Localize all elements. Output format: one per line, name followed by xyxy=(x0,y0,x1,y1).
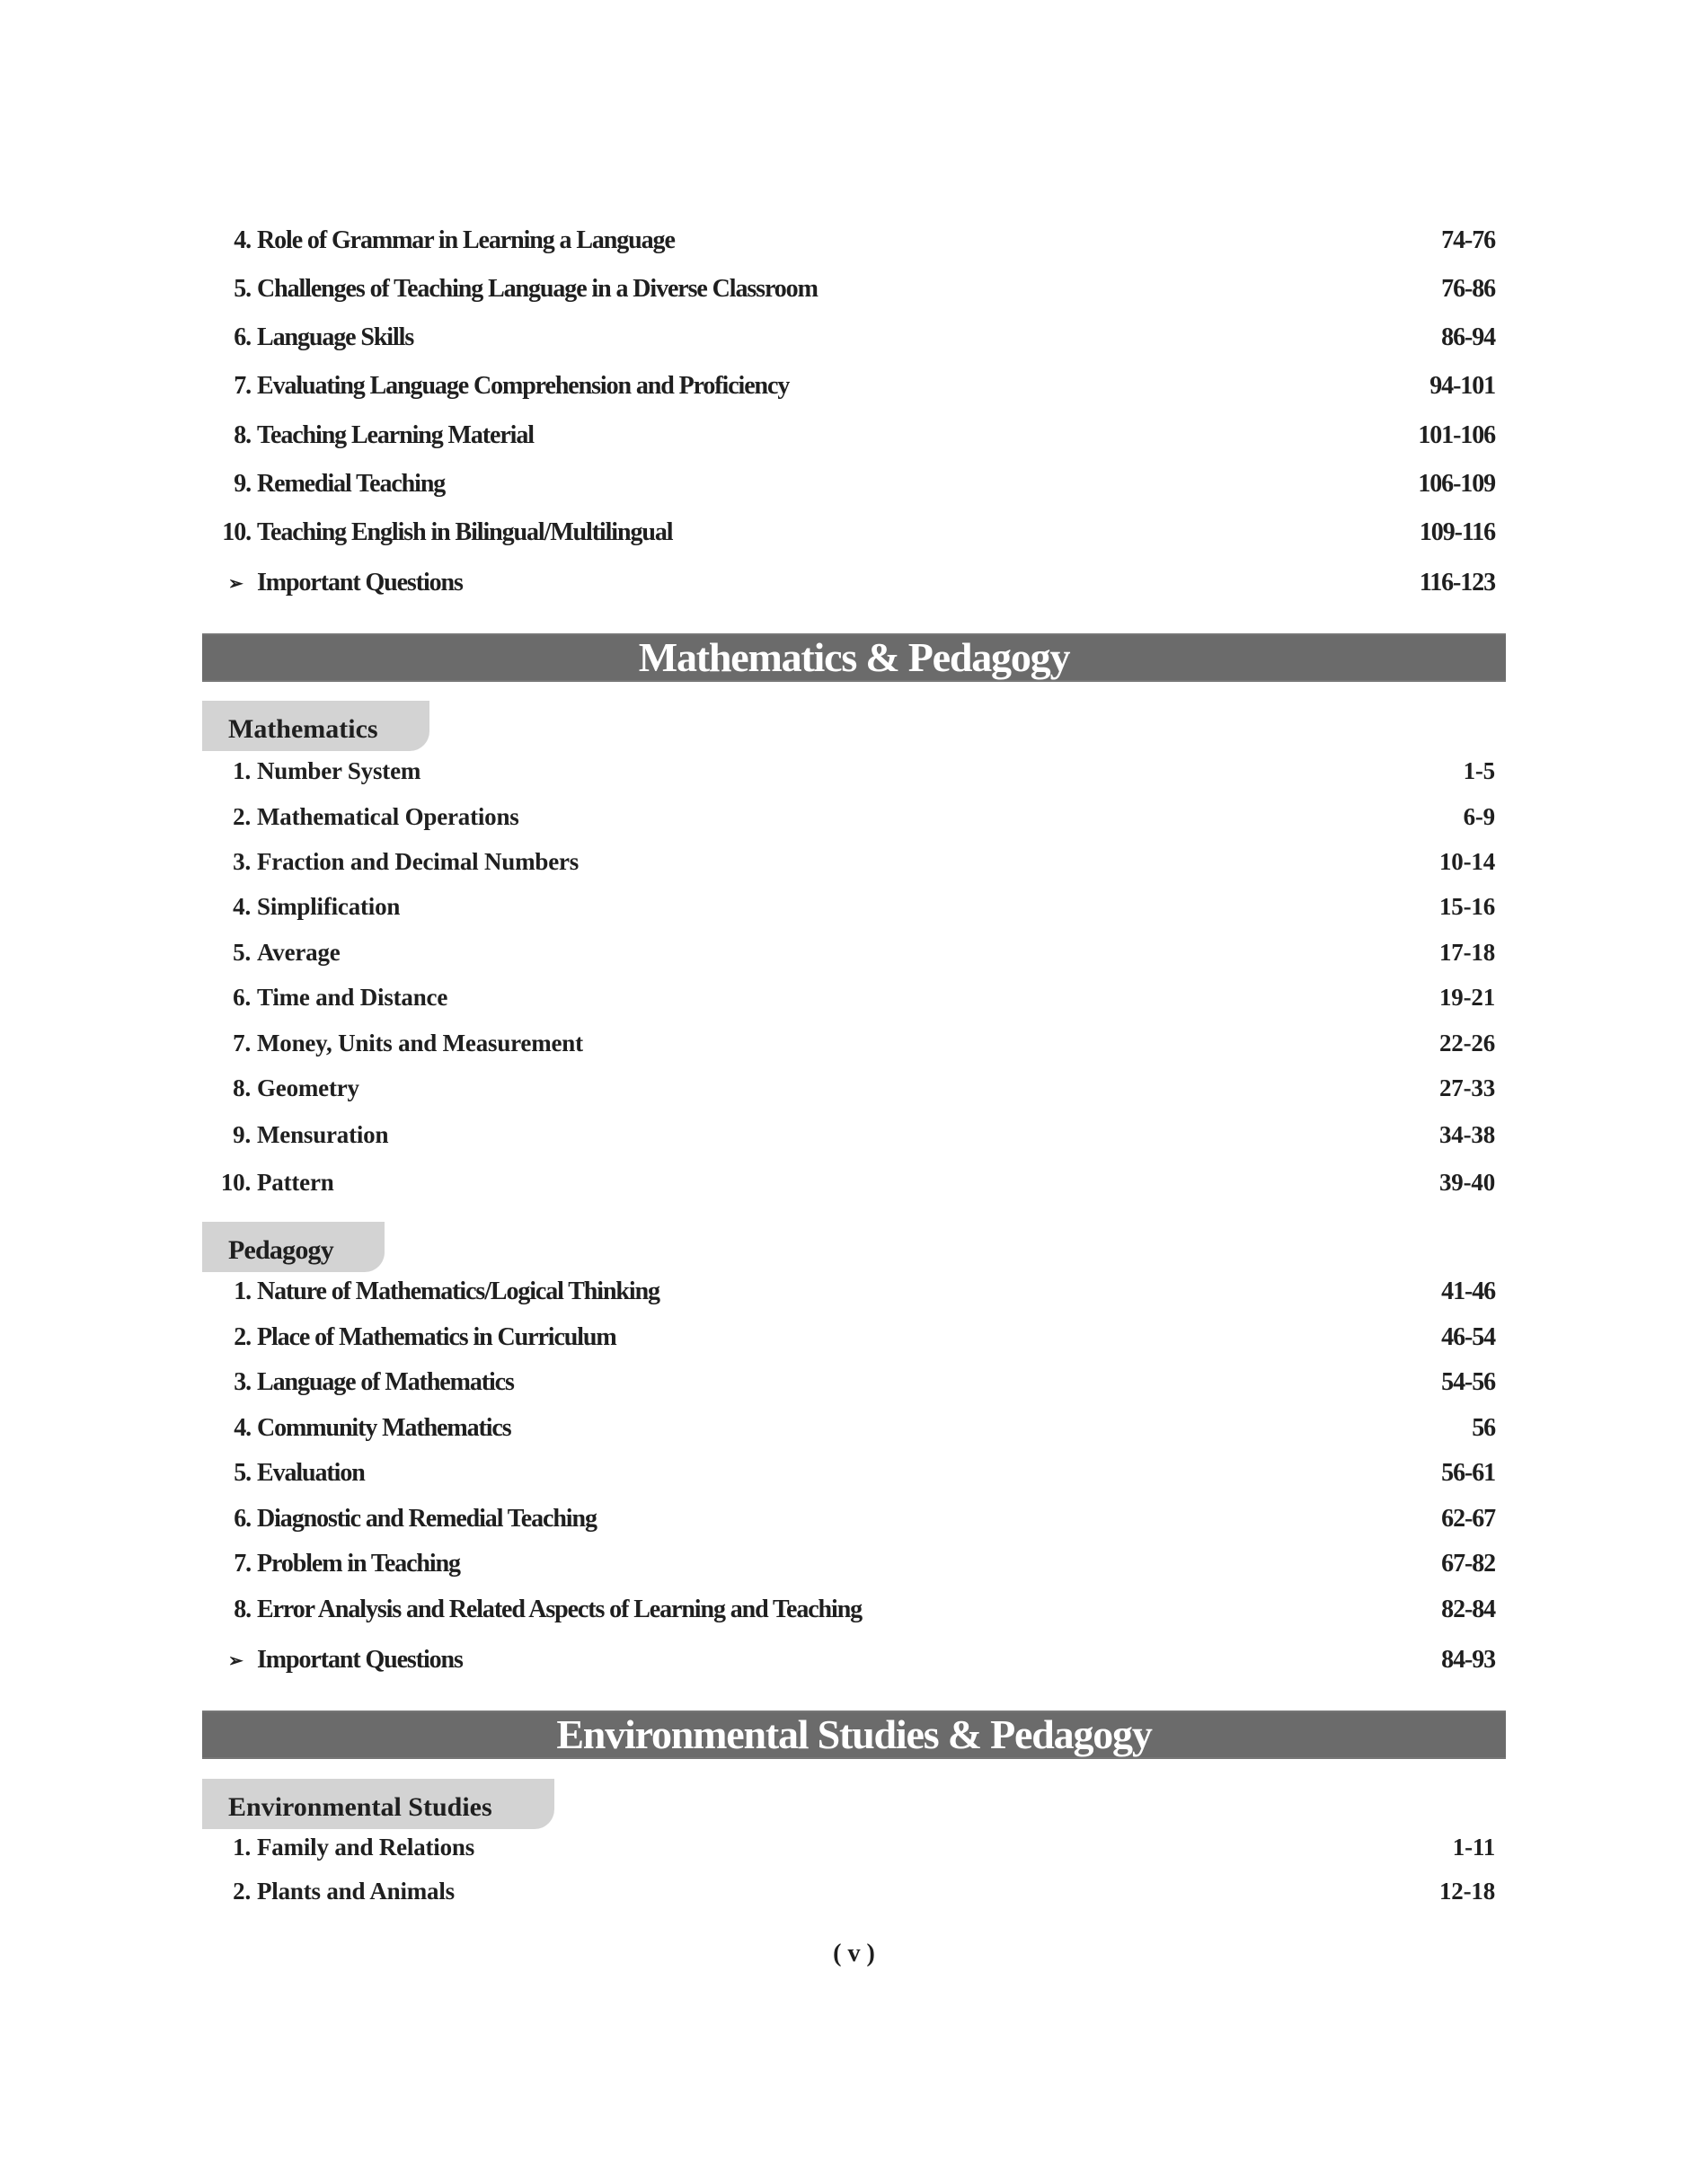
toc-entry[interactable] xyxy=(202,1369,1496,1396)
toc-entry[interactable] xyxy=(202,1415,1496,1442)
entry-title: Time and Distance xyxy=(257,984,448,1011)
entry-pages: 34-38 xyxy=(1439,1121,1495,1148)
entry-index: 10. xyxy=(222,518,251,546)
entry-title: Place of Mathematics in Curriculum xyxy=(257,1323,616,1351)
entry-title: Mensuration xyxy=(257,1121,389,1148)
entry-pages: 94-101 xyxy=(1429,372,1495,400)
subsection-label: Environmental Studies xyxy=(228,1792,492,1822)
toc-entry[interactable] xyxy=(202,324,1496,351)
toc-entry[interactable] xyxy=(202,1834,1496,1861)
entry-index: 3. xyxy=(233,848,251,875)
entry-title: Problem in Teaching xyxy=(257,1550,460,1578)
entry-pages: 19-21 xyxy=(1439,984,1495,1011)
toc-entry[interactable] xyxy=(202,984,1496,1011)
toc-entry[interactable] xyxy=(202,893,1496,920)
important-questions-entry[interactable] xyxy=(202,570,1496,597)
toc-entry[interactable] xyxy=(202,939,1496,966)
entry-title: Evaluation xyxy=(257,1459,365,1487)
toc-entry[interactable] xyxy=(202,422,1496,449)
entry-title: Number System xyxy=(257,757,421,784)
entry-title: Nature of Mathematics/Logical Thinking xyxy=(257,1277,659,1305)
entry-index: 3. xyxy=(234,1368,251,1396)
entry-index: 2. xyxy=(233,1878,251,1905)
entry-title: Fraction and Decimal Numbers xyxy=(257,848,580,875)
entry-index: 6. xyxy=(234,1505,251,1533)
toc-entry[interactable] xyxy=(202,1121,1496,1148)
entry-title: Important Questions xyxy=(257,569,463,597)
entry-index: 1. xyxy=(233,757,251,784)
entry-title: Role of Grammar in Learning a Language xyxy=(257,226,675,254)
section-heading: Environmental Studies & Pedagogy xyxy=(556,1711,1152,1757)
entry-title: Money, Units and Measurement xyxy=(257,1030,583,1056)
toc-entry[interactable] xyxy=(202,276,1496,303)
toc-entry[interactable] xyxy=(202,1878,1496,1905)
entry-pages: 106-109 xyxy=(1418,470,1495,498)
entry-pages: 6-9 xyxy=(1463,803,1495,830)
toc-entry[interactable] xyxy=(202,1169,1496,1196)
entry-title: Challenges of Teaching Language in a Diverse Classroom xyxy=(257,275,818,303)
entry-index: 1. xyxy=(234,1277,251,1305)
toc-entry[interactable] xyxy=(202,1506,1496,1533)
entry-title: Plants and Animals xyxy=(257,1878,455,1905)
subsection-tab xyxy=(202,1222,385,1272)
toc-entry[interactable] xyxy=(202,1074,1496,1101)
section-heading: Mathematics & Pedagogy xyxy=(638,634,1070,680)
entry-pages: 109-116 xyxy=(1419,518,1495,546)
entry-index: 9. xyxy=(233,1121,251,1148)
entry-index: 5. xyxy=(234,1459,251,1487)
page-number: ( v ) xyxy=(833,1940,875,1967)
entry-title: Simplification xyxy=(257,893,401,920)
entry-title: Pattern xyxy=(257,1169,334,1196)
entry-index: 2. xyxy=(233,803,251,830)
arrowhead-bullet-icon: ➢ xyxy=(228,1651,243,1671)
entry-index: 4. xyxy=(234,1414,251,1442)
entry-pages: 101-106 xyxy=(1418,421,1495,449)
entry-pages: 56 xyxy=(1472,1414,1495,1442)
entry-title: Mathematical Operations xyxy=(257,803,519,830)
entry-pages: 1-5 xyxy=(1463,757,1495,784)
entry-pages: 17-18 xyxy=(1439,939,1495,966)
entry-index: 8. xyxy=(234,421,251,449)
toc-entry[interactable] xyxy=(202,803,1496,830)
entry-pages: 10-14 xyxy=(1439,848,1495,875)
entry-index: 5. xyxy=(234,275,251,303)
entry-pages: 54-56 xyxy=(1441,1368,1495,1396)
entry-title: Family and Relations xyxy=(257,1834,475,1861)
entry-pages: 86-94 xyxy=(1441,323,1495,351)
entry-title: Error Analysis and Related Aspects of Learning and Teaching xyxy=(257,1596,863,1623)
toc-entry[interactable] xyxy=(202,1278,1496,1305)
toc-entry[interactable] xyxy=(202,1460,1496,1487)
entry-title: Evaluating Language Comprehension and Proficiency xyxy=(257,372,790,400)
entry-index: 7. xyxy=(234,372,251,400)
entry-title: Remedial Teaching xyxy=(257,470,446,498)
toc-entry[interactable] xyxy=(202,1596,1496,1623)
entry-pages: 56-61 xyxy=(1441,1459,1495,1487)
entry-pages: 1-11 xyxy=(1452,1834,1495,1861)
entry-pages: 76-86 xyxy=(1441,275,1495,303)
important-questions-entry[interactable] xyxy=(202,1647,1496,1674)
subsection-tab xyxy=(202,1779,554,1829)
entry-pages: 116-123 xyxy=(1419,569,1495,597)
entry-pages: 12-18 xyxy=(1439,1878,1495,1905)
toc-entry[interactable] xyxy=(202,848,1496,875)
entry-title: Important Questions xyxy=(257,1646,463,1674)
entry-pages: 84-93 xyxy=(1441,1646,1495,1674)
entry-index: 6. xyxy=(233,984,251,1011)
entry-index: 4. xyxy=(233,893,251,920)
entry-index: 1. xyxy=(233,1834,251,1861)
toc-entry[interactable] xyxy=(202,1551,1496,1578)
arrowhead-bullet-icon: ➢ xyxy=(228,574,243,594)
entry-pages: 74-76 xyxy=(1441,226,1495,254)
toc-entry[interactable] xyxy=(202,1324,1496,1351)
entry-title: Teaching English in Bilingual/Multilingual xyxy=(257,518,673,546)
entry-index: 5. xyxy=(233,939,251,966)
entry-index: 9. xyxy=(234,470,251,498)
entry-pages: 22-26 xyxy=(1439,1030,1495,1056)
entry-title: Language Skills xyxy=(257,323,414,351)
entry-index: 10. xyxy=(220,1169,251,1196)
entry-pages: 27-33 xyxy=(1439,1074,1495,1101)
entry-title: Average xyxy=(257,939,341,966)
entry-pages: 39-40 xyxy=(1439,1169,1495,1196)
subsection-tab xyxy=(202,701,429,751)
entry-index: 8. xyxy=(234,1596,251,1623)
toc-entry[interactable] xyxy=(202,227,1496,254)
section-heading-bar xyxy=(202,1711,1506,1759)
toc-entry[interactable] xyxy=(202,1030,1496,1056)
entry-index: 7. xyxy=(233,1030,251,1056)
entry-index: 8. xyxy=(233,1074,251,1101)
entry-index: 6. xyxy=(234,323,251,351)
entry-index: 2. xyxy=(234,1323,251,1351)
entry-pages: 41-46 xyxy=(1441,1277,1495,1305)
entry-title: Teaching Learning Material xyxy=(257,421,534,449)
subsection-label: Pedagogy xyxy=(228,1235,333,1265)
entry-pages: 46-54 xyxy=(1441,1323,1495,1351)
toc-entry[interactable] xyxy=(202,757,1496,784)
entry-title: Language of Mathematics xyxy=(257,1368,514,1396)
toc-entry[interactable] xyxy=(202,519,1496,546)
entry-title: Diagnostic and Remedial Teaching xyxy=(257,1505,597,1533)
entry-pages: 15-16 xyxy=(1439,893,1495,920)
entry-pages: 62-67 xyxy=(1441,1505,1495,1533)
entry-index: 7. xyxy=(234,1550,251,1578)
subsection-label: Mathematics xyxy=(228,714,378,744)
entry-pages: 67-82 xyxy=(1441,1550,1495,1578)
section-heading-bar xyxy=(202,633,1506,682)
entry-title: Community Mathematics xyxy=(257,1414,511,1442)
entry-index: 4. xyxy=(234,226,251,254)
toc-entry[interactable] xyxy=(202,373,1496,400)
entry-title: Geometry xyxy=(257,1074,359,1101)
entry-pages: 82-84 xyxy=(1441,1596,1495,1623)
toc-entry[interactable] xyxy=(202,471,1496,498)
